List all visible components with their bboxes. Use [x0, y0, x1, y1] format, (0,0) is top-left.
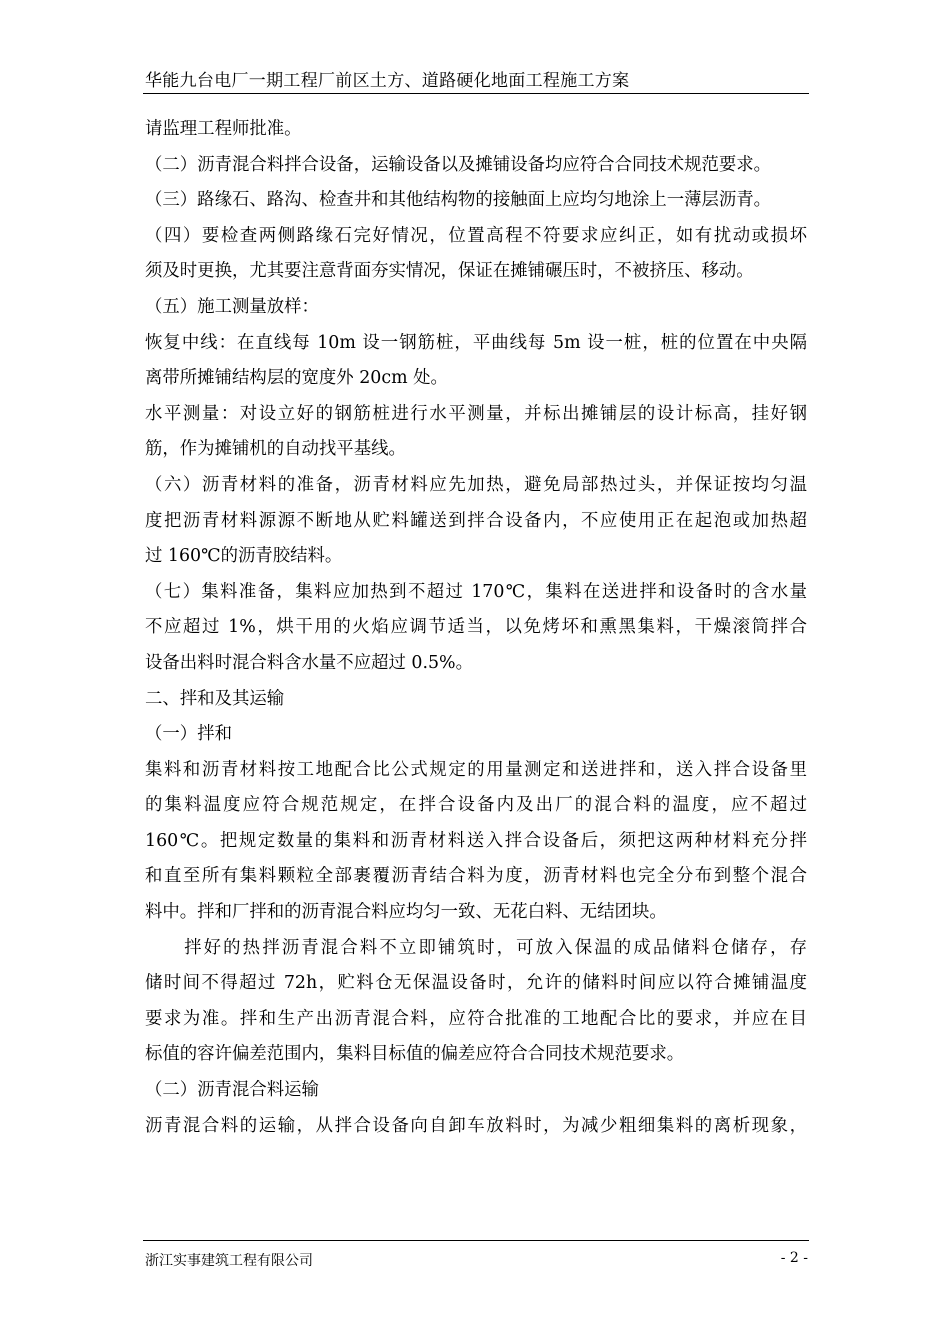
paragraph-line: 恢复中线：在直线每 10m 设一钢筋桩，平曲线每 5m 设一桩，桩的位置在中央隔	[145, 332, 807, 353]
footer-company-name: 浙江实事建筑工程有限公司	[145, 1253, 313, 1269]
paragraph-line: （二）沥青混合料运输	[145, 1080, 319, 1101]
paragraph-line: 沥青混合料的运输，从拌合设备向自卸车放料时，为减少粗细集料的离析现象，	[145, 1115, 807, 1136]
paragraph-line: 须及时更换，尤其要注意背面夯实情况，保证在摊铺碾压时，不被挤压、移动。	[145, 261, 754, 282]
paragraph-line: （三）路缘石、路沟、检查井和其他结构物的接触面上应均匀地涂上一薄层沥青。	[145, 190, 772, 211]
paragraph-line: 160℃。把规定数量的集料和沥青材料送入拌合设备后，须把这两种材料充分拌	[145, 830, 807, 851]
paragraph-line: （四）要检查两侧路缘石完好情况，位置高程不符要求应纠正，如有扰动或损坏	[145, 225, 807, 246]
page-header-title: 华能九台电厂一期工程厂前区土方、道路硬化地面工程施工方案	[145, 71, 630, 91]
paragraph-line: （七）集料准备，集料应加热到不超过 170℃，集料在送进拌和设备时的含水量	[145, 581, 807, 602]
paragraph-line: 离带所摊铺结构层的宽度外 20cm 处。	[145, 368, 448, 389]
paragraph-line: 料中。拌和厂拌和的沥青混合料应均匀一致、无花白料、无结团块。	[145, 902, 667, 923]
paragraph-line: 集料和沥青材料按工地配合比公式规定的用量测定和送进拌和，送入拌合设备里	[145, 759, 807, 780]
paragraph-line: （二）沥青混合料拌合设备，运输设备以及摊铺设备均应符合合同技术规范要求。	[145, 154, 772, 175]
paragraph-line: 水平测量：对设立好的钢筋桩进行水平测量，并标出摊铺层的设计标高，挂好钢	[145, 403, 807, 424]
paragraph-line: 度把沥青材料源源不断地从贮料罐送到拌合设备内，不应使用正在起泡或加热超	[145, 510, 807, 531]
paragraph-line: 请监理工程师批准。	[145, 119, 302, 139]
paragraph-line: 过 160℃的沥青胶结料。	[145, 546, 343, 567]
paragraph-line: 储时间不得超过 72h，贮料仓无保温设备时，允许的储料时间应以符合摊铺温度	[145, 973, 807, 994]
paragraph-line: 的集料温度应符合规范规定，在拌合设备内及出厂的混合料的温度，应不超过	[145, 795, 807, 816]
paragraph-line: 标值的容许偏差范围内，集料目标值的偏差应符合合同技术规范要求。	[145, 1044, 685, 1065]
paragraph-line: （六）沥青材料的准备，沥青材料应先加热，避免局部热过头，并保证按均匀温	[145, 474, 807, 495]
paragraph-line: （五）施工测量放样：	[145, 296, 319, 317]
footer-divider	[143, 1240, 809, 1241]
footer-page-number: - 2 -	[780, 1250, 808, 1266]
paragraph-line: 二、拌和及其运输	[145, 688, 285, 709]
body-text	[145, 112, 807, 1144]
paragraph-line: 筋，作为摊铺机的自动找平基线。	[145, 439, 406, 460]
paragraph-line: 要求为准。拌和生产出沥青混合料，应符合批准的工地配合比的要求，并应在目	[145, 1008, 807, 1029]
paragraph-line: （一）拌和	[145, 724, 232, 745]
paragraph-line: 拌好的热拌沥青混合料不立即铺筑时，可放入保温的成品储料仓储存，存	[145, 937, 807, 958]
header-divider	[143, 93, 809, 94]
paragraph-line: 不应超过 1%，烘干用的火焰应调节适当，以免烤坏和熏黑集料，干燥滚筒拌合	[145, 617, 807, 638]
paragraph-line: 和直至所有集料颗粒全部裹覆沥青结合料为度，沥青材料也完全分布到整个混合	[145, 866, 807, 887]
paragraph-line: 设备出料时混合料含水量不应超过 0.5%。	[145, 652, 473, 673]
